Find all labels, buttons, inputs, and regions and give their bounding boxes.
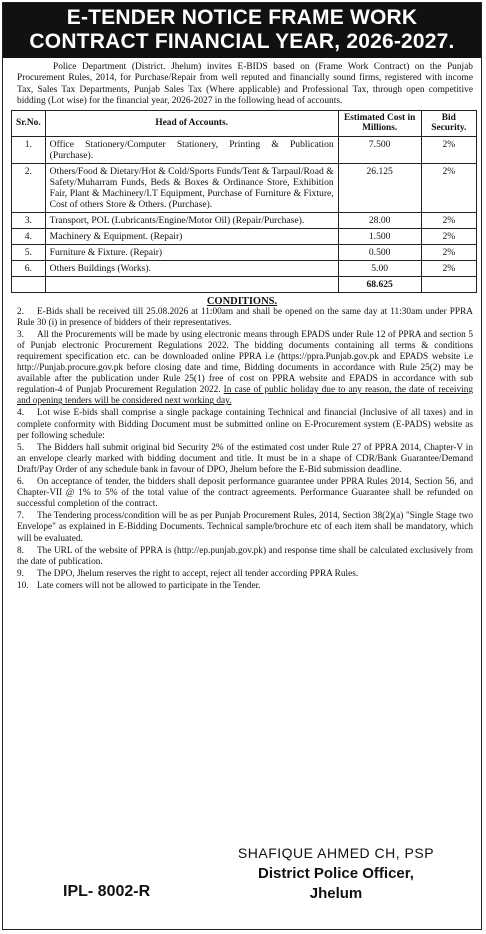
total-empty-cell (421, 276, 476, 292)
condition-text: All the Procurements will be made by using electronic means through EPADS under Rule 12 of PPRA and section 5 of Punjab electronic Procurement Regulations 2022. The bidding documents containing all terms & conditions requirement specification etc. can be downloaded online PPRA i.e (https://ppra.Punjab.gov.pk and EPADS website i.e http://Punjab.procure.gov.pk before closing date and time, Bidding documents in accordance with Rule 25(2) may be available after the publication under Rule 25(1) free of cost on PPRA website and EPADS in accordance with sub regulation-4 of Punjab Procurement Regulation 2022. (17, 329, 473, 396)
condition-item (17, 307, 473, 329)
officer-designation: District Police Officer, (258, 865, 414, 882)
row-security: 2% (421, 244, 476, 260)
condition-item (17, 511, 473, 544)
total-cost: 68.625 (338, 276, 421, 292)
condition-holiday-note: In case of public holiday due to any reason, the date of receiving and opening tenders will be considered next working day. (17, 385, 474, 407)
conditions-heading: CONDITIONS. (206, 295, 278, 307)
row-srno: 4. (12, 228, 46, 244)
intro-paragraph: Police Department (District. Jhelum) invites E-BIDS based on (Frame Work Contract) on the Punjab Procurement Rules, 2014, for Purchase/Repair from well reputed and financially sound firms, registered with income Tax, Sales Tax Departments, Punjab Sales Tax (Where applicable) and Professional Tax, through open competitive bidding (Lot wise) for the financial year, 2026-2027 in the following head of accounts. (17, 62, 473, 107)
notice-header (3, 3, 481, 58)
notice-footer (3, 841, 481, 929)
condition-number: 8. (17, 545, 24, 556)
condition-text: The Tendering process/condition will be as per Punjab Procurement Rules, 2014, Section 38(2)(a) "Single Stage two Envelope" as explained in E-Bidding Documents. Technical sample/brochure etc of each item shall be mandatory, which will be evaluated. (17, 511, 473, 544)
row-cost: 7.500 (338, 136, 421, 163)
officer-city: Jhelum (309, 885, 363, 902)
condition-item (17, 546, 473, 568)
condition-number: 9. (17, 568, 24, 579)
condition-text: On acceptance of tender, the bidders shall deposit performance guarantee under PPRA Rules 2014, Section 56, and Chapter-VII @ 1% to 5% of the total value of the contract agreements. Performance Guarantee shall be refunded on successful completion of the contract. (17, 477, 473, 510)
table-row (12, 136, 477, 163)
row-srno: 5. (12, 244, 46, 260)
signature-block (211, 845, 461, 902)
row-security: 2% (421, 228, 476, 244)
row-head: Office Stationery/Computer Stationery, Printing & Publication (Purchase). (45, 136, 338, 163)
row-srno: 6. (12, 260, 46, 276)
condition-number: 5. (17, 442, 24, 453)
condition-item (17, 443, 473, 476)
header-title-line2: CONTRACT FINANCIAL YEAR, 2026-2027. (29, 30, 455, 53)
ipl-number: IPL- 8002-R (63, 883, 151, 900)
total-empty-cell (12, 276, 46, 292)
condition-text: The DPO, Jhelum reserves the right to accept, reject all tender according PPRA Rules. (37, 568, 359, 579)
row-head: Transport, POL (Lubricants/Engine/Motor Oil) (Repair/Purchase). (45, 212, 338, 228)
condition-text: Lot wise E-bids shall comprise a single package containing Technical and financial (Inclusive of all taxes) and in complete conformity with Bidding Document must be submitted online on E-Procurement system (E-PADS) website as per following schedule: (17, 408, 473, 441)
table-row (12, 163, 477, 212)
condition-text: The Bidders hall submit original bid Security 2% of the estimated cost under Rule 27 of PPRA 2014, Chapter-V in an envelope clearly marked with bidding document and title. It must be in a shape of CDR/Bank Guarantee/Demand Draft/Pay Order of any schedule bank in favour of DPO, Jhelum before the E-Bid submission deadline. (17, 442, 473, 475)
row-srno: 1. (12, 136, 46, 163)
col-header-security: Bid Security. (421, 110, 476, 136)
row-cost: 28.00 (338, 212, 421, 228)
table-total-row (12, 276, 477, 292)
condition-number: 6. (17, 477, 24, 488)
header-title-line1: E-TENDER NOTICE FRAME WORK (66, 6, 418, 29)
row-head: Machinery & Equipment. (Repair) (45, 228, 338, 244)
row-security: 2% (421, 136, 476, 163)
row-head: Others/Food & Dietary/Hot & Cold/Sports Funds/Tent & Tarpaul/Road & Safety/Muharram Funds, Beds & Boxes & Ordinance Store, Exhibition Fair, Plant & Machinery/I.T Equipment, Purchase of Furniture & Fixture, Cost of others Store & Others. (Purchase). (45, 163, 338, 212)
col-header-head: Head of Accounts. (45, 110, 338, 136)
condition-text: The URL of the website of PPRA is (http://ep.punjab.gov.pk) and response time shall be calculated exclusively from the date of publication. (17, 545, 473, 567)
condition-number: 7. (17, 511, 24, 522)
condition-item (17, 330, 473, 408)
condition-number: 3. (17, 329, 24, 340)
table-header-row (12, 110, 477, 136)
row-cost: 0.500 (338, 244, 421, 260)
condition-text: E-Bids shall be received till 25.08.2026 at 11:00am and shall be opened on the same day at 11:30am under PPRA Rule 30 (i) in presence of bidders of their representatives. (17, 306, 473, 328)
row-srno: 2. (12, 163, 46, 212)
table-row (12, 260, 477, 276)
row-head: Others Buildings (Works). (45, 260, 338, 276)
condition-item (17, 569, 473, 580)
row-srno: 3. (12, 212, 46, 228)
accounts-table (11, 110, 477, 293)
condition-item (17, 408, 473, 441)
condition-item (17, 477, 473, 510)
row-head: Furniture & Fixture. (Repair) (45, 244, 338, 260)
row-cost: 5.00 (338, 260, 421, 276)
condition-number: 2. (17, 306, 24, 317)
table-row (12, 212, 477, 228)
notice-frame (2, 2, 482, 930)
condition-number: 4. (17, 408, 24, 419)
officer-name: SHAFIQUE AHMED CH, PSP (237, 845, 435, 861)
row-cost: 1.500 (338, 228, 421, 244)
total-empty-cell (45, 276, 338, 292)
col-header-srno: Sr.No. (12, 110, 46, 136)
row-security: 2% (421, 212, 476, 228)
condition-text: Late comers will not be allowed to participate in the Tender. (37, 580, 261, 591)
table-row (12, 228, 477, 244)
conditions-list (3, 307, 481, 592)
condition-item (17, 581, 473, 592)
table-row (12, 244, 477, 260)
row-cost: 26.125 (338, 163, 421, 212)
row-security: 2% (421, 163, 476, 212)
row-security: 2% (421, 260, 476, 276)
col-header-cost: Estimated Cost in Millions. (338, 110, 421, 136)
condition-number: 10. (17, 580, 29, 591)
